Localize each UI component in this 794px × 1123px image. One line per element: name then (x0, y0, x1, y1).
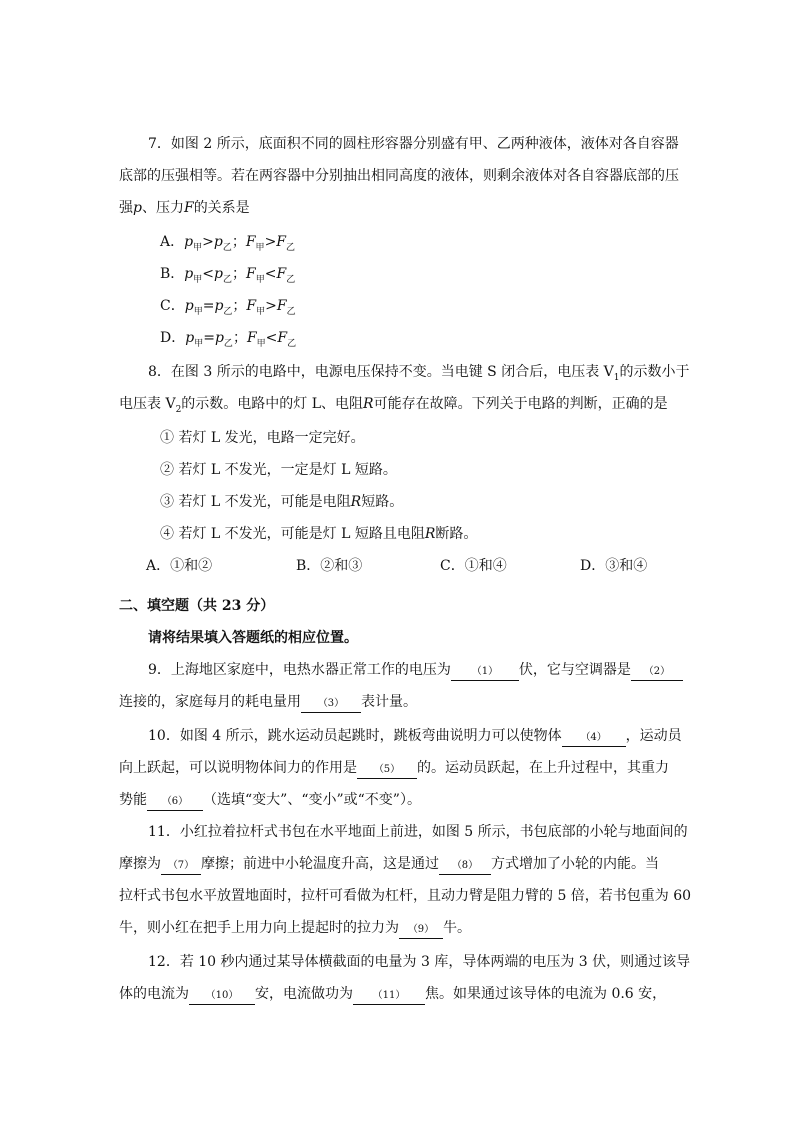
q9-line-2: 连接的，家庭每月的耗电量用 （3） 表计量。 (119, 692, 417, 713)
answer-blank-7[interactable]: （7） (161, 856, 201, 875)
q7-option-d: D．$p_甲=p_乙$；$F_甲<F_乙$ (160, 330, 297, 349)
q10-line-2: 向上跃起，可以说明物体间力的作用是 （5） 的。运动员跃起，在上升过程中，其重力 (119, 758, 669, 779)
answer-blank-2[interactable]: （2） (631, 662, 683, 681)
q8-line-1: 8．在图 3 所示的电路中，电源电压保持不变。当电键 S 闭合后，电压表 $V_1$的示数小于 (148, 364, 690, 383)
q7-option-c: C．$p_甲=p_乙$；$F_甲>F_乙$ (160, 298, 296, 317)
q12-line-2: 体的电流为 （10） 安，电流做功为 （11） 焦。如果通过该导体的电流为 0.6 安， (119, 984, 666, 1005)
answer-blank-6[interactable]: （6） (147, 792, 203, 811)
q7-line-3: 强p、压力F的关系是 (119, 200, 250, 216)
q7-option-a: A．$p_甲>p_乙$；$F_甲>F_乙$ (160, 234, 296, 253)
q8-statement-3: ③ 若灯 L 不发光，可能是电阻R短路。 (160, 494, 404, 510)
q9-line-1: 9．上海地区家庭中，电热水器正常工作的电压为 （1） 伏，它与空调器是 （2） (148, 660, 683, 681)
section-title: 二、填空题（共 23 分） (119, 598, 275, 614)
q7-line-1: 7．如图 2 所示，底面积不同的圆柱形容器分别盛有甲、乙两种液体，液体对各自容器 (148, 136, 679, 152)
q8-choice-d: D．③和④ (580, 558, 648, 574)
q7-option-b: B．$p_甲<p_乙$；$F_甲<F_乙$ (160, 266, 296, 285)
q8-statement-1: ① 若灯 L 发光，电路一定完好。 (160, 430, 365, 446)
answer-blank-11[interactable]: （11） (353, 986, 425, 1005)
q8-statement-2: ② 若灯 L 不发光，一定是灯 L 短路。 (160, 462, 397, 478)
answer-blank-3[interactable]: （3） (301, 694, 361, 713)
q10-line-1: 10．如图 4 所示，跳水运动员起跳时，跳板弯曲说明力可以使物体 （4） ，运动员 (148, 726, 682, 747)
answer-blank-9[interactable]: （9） (399, 920, 443, 939)
answer-blank-10[interactable]: （10） (189, 986, 255, 1005)
q10-line-3: 势能 （6） （选填“变大”、“变小”或“不变”）。 (119, 790, 421, 811)
q8-choice-b: B．②和③ (296, 558, 363, 574)
answer-blank-8[interactable]: （8） (439, 856, 491, 875)
q8-statement-4: ④ 若灯 L 不发光，可能是灯 L 短路且电阻R断路。 (160, 526, 478, 542)
q8-choice-a: A．①和② (146, 558, 213, 574)
answer-blank-4[interactable]: （4） (562, 728, 626, 747)
q11-line-4: 牛，则小红在把手上用力向上提起时的拉力为 （9） 牛。 (119, 918, 471, 939)
section-note: 请将结果填入答题纸的相应位置。 (148, 630, 358, 646)
answer-blank-1[interactable]: （1） (451, 662, 519, 681)
q7-line-2: 底部的压强相等。若在两容器中分别抽出相同高度的液体，则剩余液体对各自容器底部的压 (119, 168, 679, 184)
q8-choice-c: C．①和④ (440, 558, 507, 574)
answer-blank-5[interactable]: （5） (357, 760, 417, 779)
q11-line-3: 拉杆式书包水平放置地面时，拉杆可看做为杠杆，且动力臂是阻力臂的 5 倍，若书包重为 60 (119, 888, 692, 904)
q12-line-1: 12．若 10 秒内通过某导体横截面的电量为 3 库，导体两端的电压为 3 伏，则通过该导 (148, 954, 691, 970)
q11-line-2: 摩擦为 （7） 摩擦；前进中小轮温度升高，这是通过 （8） 方式增加了小轮的内能。当 (119, 854, 659, 875)
q11-line-1: 11．小红拉着拉杆式书包在水平地面上前进，如图 5 所示，书包底部的小轮与地面间的 (148, 824, 688, 840)
q8-line-2: 电压表 $V_2$的示数。电路中的灯 L、电阻R可能存在故障。下列关于电路的判断，正确的是 (119, 396, 668, 415)
